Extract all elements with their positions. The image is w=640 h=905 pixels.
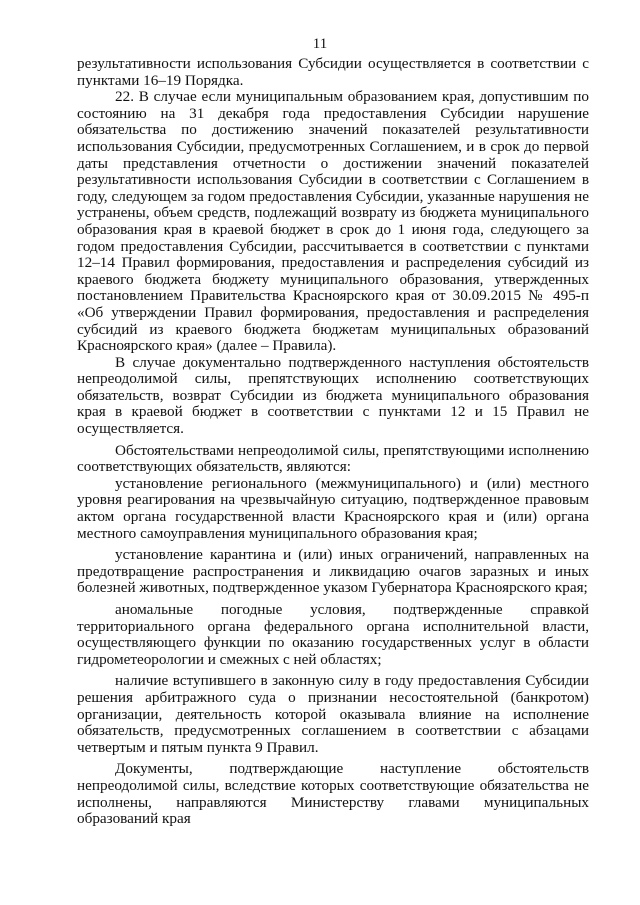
paragraph-documents: Документы, подтверждающие наступление обстоятельств непреодолимой силы, вследствие которых соответствующие обязательства не исполнены, направляются Министерству главами муниципальных образований края <box>77 760 589 828</box>
paragraph-force-majeure: В случае документально подтвержденного наступления обстоятельств непреодолимой силы, препятствующих исполнению соответствующих обязательств, возврат Субсидии из бюджета муниципального образования края в краевой бюджет в соответствии с пунктами 12 и 15 Правил не осуществляется. <box>77 353 589 438</box>
document-body <box>77 56 589 828</box>
list-item-emergency: установление регионального (межмуниципального) и (или) местного уровня реагирования на чрезвычайную ситуацию, подтвержденное правовым актом органа государственной власти Красноярского края и (или) органа местного самоуправления муниципального образования края; <box>77 474 589 542</box>
list-item-quarantine: установление карантина и (или) иных ограничений, направленных на предотвращение распространения и ликвидацию очагов заразных и иных болезней животных, подтвержденное указом Губернатора Красноярского края; <box>77 546 589 597</box>
page-number: 11 <box>312 36 328 52</box>
paragraph-clause-22: 22. В случае если муниципальным образованием края, допустившим по состоянию на 31 декабря года предоставления Субсидии нарушение обязательства по достижению значений показателей результативности использования Субсидии, предусмотренных Соглашением, и в срок до первой даты представления отчетности о достижении значений показателей результативности использования Субсидии в соответствии с Соглашением в году, следующем за годом предоставления Субсидии, указанные нарушения не устранены, объем средств, подлежащий возврату из бюджета муниципального образования края в краевой бюджет в срок до 1 июня года, следующего за годом предоставления Субсидии, рассчитывается в соответствии с пунктами 12–14 Правил формирования, предоставления и распределения субсидий из краевого бюджета бюджету муниципального образования, утвержденных постановлением Правительства Красноярского края от 30.09.2015 № 495-п «Об утверждении Правил формирования, предоставления и распределения субсидий из краевого бюджета бюджетам муниципальных образований Красноярского края» (далее – Правила). <box>77 88 589 355</box>
paragraph-circumstances-intro: Обстоятельствами непреодолимой силы, препятствующими исполнению соответствующих обязательств, являются: <box>77 441 589 476</box>
paragraph-continuation: результативности использования Субсидии осуществляется в соответствии с пунктами 16–19 Порядка. <box>77 55 589 89</box>
list-item-bankruptcy: наличие вступившего в законную силу в году предоставления Субсидии решения арбитражного суда о признании несостоятельной (банкротом) организации, деятельность которой оказывала влияние на исполнение обязательств, предусмотренных соглашением в соответствии с абзацами четвертым и пятым пункта 9 Правил. <box>77 672 589 756</box>
list-item-weather: аномальные погодные условия, подтвержденные справкой территориального органа федерального органа исполнительной власти, осуществляющего функции по оказанию государственных услуг в области гидрометеорологии и смежных с ней областях; <box>77 601 589 668</box>
